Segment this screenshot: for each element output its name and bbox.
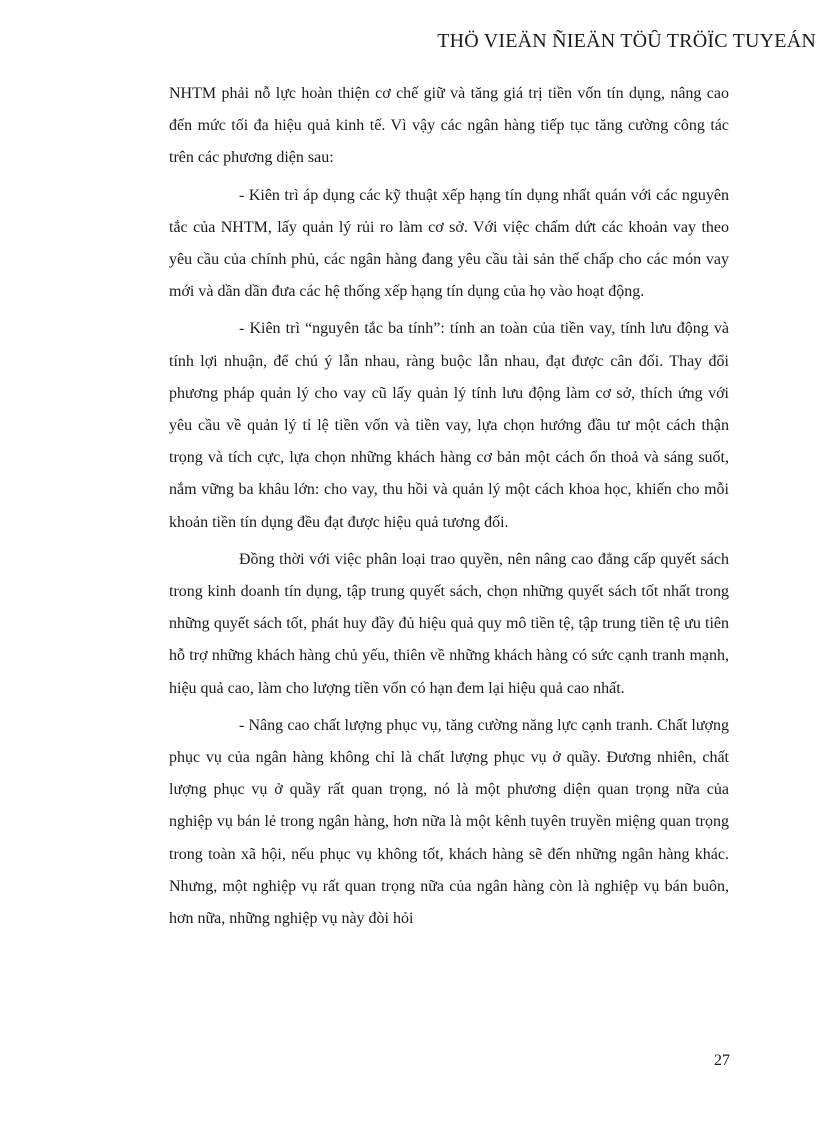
header-title: THÖ VIEÄN ÑIEÄN TÖÛ TRÖÏC TUYEÁN <box>437 30 816 52</box>
page-header <box>0 30 816 53</box>
document-body <box>169 78 729 940</box>
paragraph-service-quality: - Nâng cao chất lượng phục vụ, tăng cường năng lực cạnh tranh. Chất lượng phục vụ của ngân hàng không chỉ là chất lượng phục vụ ở quầy. Đương nhiên, chất lượng phục vụ ở quầy rất quan trọng, nó là một phương diện quan trọng nữa của nghiệp vụ bán lẻ trong ngân hàng, hơn nữa là một kênh tuyên truyền miệng quan trọng trong toàn xã hội, nếu phục vụ không tốt, khách hàng sẽ đến những ngân hàng khác. Nhưng, một nghiệp vụ rất quan trọng nữa của ngân hàng còn là nghiệp vụ bán buôn, hơn nữa, những nghiệp vụ này đòi hỏi <box>169 716 729 928</box>
paragraph-credit-rating: - Kiên trì áp dụng các kỹ thuật xếp hạng tín dụng nhất quán với các nguyên tắc của NHTM, lấy quản lý rủi ro làm cơ sở. Với việc chấm dứt các khoản vay theo yêu cầu của chính phủ, các ngân hàng đang yêu cầu tài sản thế chấp cho các món vay mới và dần dần đưa các hệ thống xếp hạng tín dụng của họ vào hoạt động. <box>169 186 729 301</box>
paragraph-intro: NHTM phải nỗ lực hoàn thiện cơ chế giữ và tăng giá trị tiền vốn tín dụng, nâng cao đến mức tối đa hiệu quả kinh tế. Vì vậy các ngân hàng tiếp tục tăng cường công tác trên các phương diện sau: <box>169 85 729 167</box>
page-number: 27 <box>714 1052 730 1069</box>
paragraph-three-principles: - Kiên trì “nguyên tắc ba tính”: tính an toàn của tiền vay, tính lưu động và tính lợi nhuận, để chú ý lẫn nhau, ràng buộc lẫn nhau, đạt được cân đối. Thay đổi phương pháp quản lý cho vay cũ lấy quản lý tính lưu động làm cơ sở, thích ứng với yêu cầu về quản lý tỉ lệ tiền vốn và tiền vay, lựa chọn hướng đầu tư một cách thận trọng và tích cực, lựa chọn những khách hàng cơ bản một cách ổn thoả và sáng suốt, nắm vững ba khâu lớn: cho vay, thu hồi và quản lý một cách khoa học, khiến cho mỗi khoản tiền tín dụng đều đạt được hiệu quả tương đối. <box>169 320 729 531</box>
paragraph-decision-making: Đồng thời với việc phân loại trao quyền, nên nâng cao đẳng cấp quyết sách trong kinh doanh tín dụng, tập trung quyết sách, chọn những quyết sách tốt nhất trong những quyết sách tốt, phát huy đầy đủ hiệu quả quy mô tiền tệ, tập trung tiền tệ ưu tiên hỗ trợ những khách hàng chủ yếu, thiên về những khách hàng có sức cạnh tranh mạnh, hiệu quả cao, làm cho lượng tiền vốn có hạn đem lại hiệu quả cao nhất. <box>169 550 729 697</box>
